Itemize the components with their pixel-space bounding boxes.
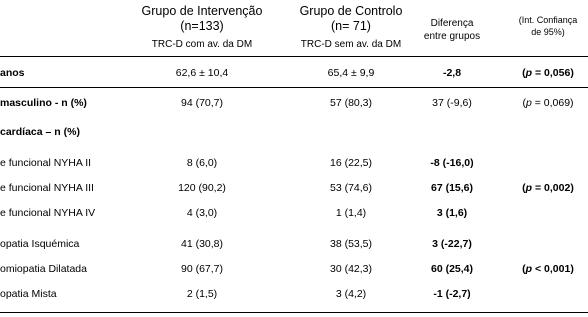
bottom-rule	[0, 312, 588, 313]
row-nyha3-p: (p = 0,002)	[522, 182, 574, 194]
row-label-ischemic: opatia Isquémica	[0, 238, 80, 250]
row-nyha2-diff: -8 (-16,0)	[430, 157, 474, 169]
row-ischemic-g1: 41 (30,8)	[180, 238, 224, 250]
row-nyha3-diff: 67 (15,6)	[430, 182, 474, 194]
row-mixed-diff: -1 (-2,7)	[433, 288, 471, 300]
col2-subtitle: TRC-D sem av. da DM	[300, 39, 402, 50]
col2-n: (n= 71)	[331, 19, 371, 33]
row-label-nyha3: e funcional NYHA III	[0, 182, 94, 194]
row-dilated-p: (p < 0,001)	[522, 263, 574, 275]
row-male-p: (p = 0,069)	[522, 97, 574, 109]
row-nyha4-diff: 3 (1,6)	[436, 207, 468, 219]
row-age-g1: 62,6 ± 10,4	[175, 67, 229, 79]
col1-subtitle: TRC-D com av. da DM	[151, 39, 253, 50]
row-nyha4-g2: 1 (1,4)	[335, 207, 367, 219]
row-dilated-diff: 60 (25,4)	[430, 263, 474, 275]
row-male-g1: 94 (70,7)	[180, 97, 224, 109]
col1-title: Grupo de Intervenção	[141, 4, 263, 18]
col4-header-line2: de 95%)	[531, 27, 565, 37]
row-mixed-g1: 2 (1,5)	[186, 288, 218, 300]
row-label-age: anos	[0, 67, 25, 79]
row-label-dilated: omiopatia Dilatada	[0, 263, 87, 275]
row-dilated-g1: 90 (67,7)	[180, 263, 224, 275]
row-rule	[0, 87, 588, 88]
row-male-g2: 57 (80,3)	[329, 97, 373, 109]
row-age-p: (p = 0,056)	[522, 67, 574, 79]
header-rule	[0, 56, 588, 57]
row-nyha2-g2: 16 (22,5)	[329, 157, 373, 169]
row-label-nyha4: e funcional NYHA IV	[0, 207, 96, 219]
row-label-nyha2: e funcional NYHA II	[0, 157, 92, 169]
col3-header-line2: entre grupos	[423, 31, 481, 42]
row-label-mixed: opatia Mista	[0, 288, 57, 300]
row-dilated-g2: 30 (42,3)	[329, 263, 373, 275]
col2-title: Grupo de Controlo	[299, 4, 403, 18]
row-nyha2-g1: 8 (6,0)	[186, 157, 218, 169]
row-label-male: masculino - n (%)	[0, 97, 87, 109]
row-nyha3-g1: 120 (90,2)	[178, 182, 226, 194]
row-age-diff: -2,8	[442, 67, 462, 79]
row-male-diff: 37 (-9,6)	[432, 97, 472, 109]
col1-n: (n=133)	[180, 19, 224, 33]
row-nyha3-g2: 53 (74,6)	[329, 182, 373, 194]
row-ischemic-diff: 3 (-22,7)	[432, 238, 472, 250]
col4-header-line1: (Int. Confiança	[518, 15, 578, 25]
section-label-cardiac: cardíaca – n (%)	[0, 126, 80, 138]
row-age-g2: 65,4 ± 9,9	[327, 67, 375, 79]
row-mixed-g2: 3 (4,2)	[335, 288, 367, 300]
col3-header-line1: Diferença	[430, 18, 474, 29]
row-nyha4-g1: 4 (3,0)	[186, 207, 218, 219]
row-ischemic-g2: 38 (53,5)	[329, 238, 373, 250]
